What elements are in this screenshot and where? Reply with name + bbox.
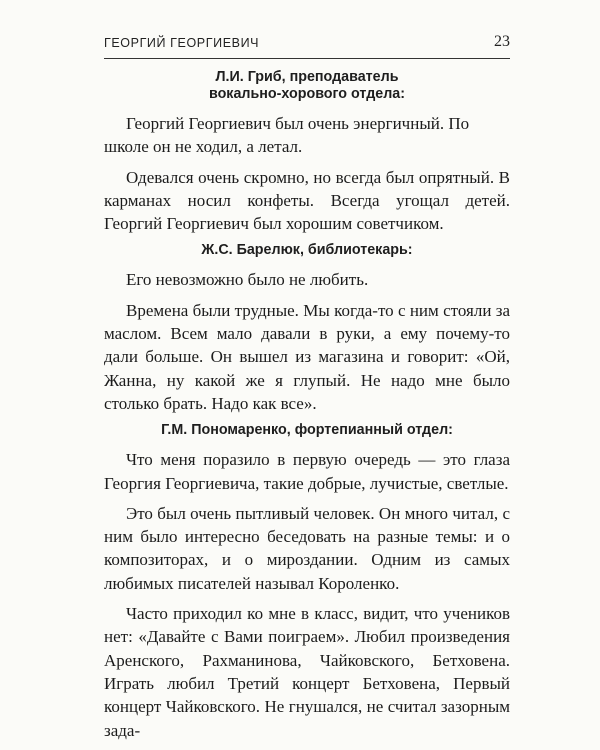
speaker-heading-line: Л.И. Гриб, преподаватель bbox=[215, 69, 399, 85]
speaker-heading-line: вокально-хорового отдела: bbox=[208, 86, 406, 102]
paragraph: Это был очень пытливый человек. Он много читал, с ним было интересно беседовать на разные темы: и о композиторах, и о мироздании. Одним из самых любимых писателей называл Короленко. bbox=[104, 503, 510, 593]
book-page bbox=[104, 32, 510, 749]
paragraph: Его невозможно было не любить. bbox=[126, 270, 369, 290]
paragraph: Часто приходил ко мне в класс, видит, что учеников нет: «Давайте с Вами поиграем». Любил произведения Аренского, Рахманинова, Чайковского, Бетховена. Играть любил Третий концерт Бетховена, Первый концерт Чайковского. Не гнушался, не считал зазорным зада- bbox=[104, 604, 510, 740]
running-header bbox=[104, 32, 510, 59]
paragraph: Георгий Георгиевич был очень энергичный. По школе он не ходил, а летал. bbox=[104, 114, 470, 157]
paragraph: Одевался очень скромно, но всегда был опрятный. В карманах носил конфеты. Всегда угощал детей. Георгий Георгиевич был хорошим советчиком. bbox=[104, 167, 510, 234]
speaker-heading bbox=[104, 69, 510, 103]
section-grib bbox=[104, 69, 510, 235]
speaker-heading: Г.М. Пономаренко, фортепианный отдел: bbox=[161, 422, 453, 439]
page-number: 23 bbox=[494, 33, 510, 50]
paragraph: Времена были трудные. Мы когда-то с ним стояли за маслом. Всем мало давали в руки, а ему почему-то дали больше. Он вышел из магазина и говорит: «Ой, Жанна, ну какой же я глупый. Не надо мне было столько брать. Надо как все». bbox=[104, 300, 510, 413]
section-ponomarenko bbox=[104, 422, 510, 742]
speaker-heading: Ж.С. Барелюк, библиотекарь: bbox=[201, 242, 413, 259]
paragraph: Что меня поразило в первую очередь — это глаза Георгия Георгиевича, такие добрые, лучистые, светлые. bbox=[104, 450, 510, 493]
section-barelyuk bbox=[104, 242, 510, 415]
running-title: ГЕОРГИЙ ГЕОРГИЕВИЧ bbox=[104, 36, 260, 50]
